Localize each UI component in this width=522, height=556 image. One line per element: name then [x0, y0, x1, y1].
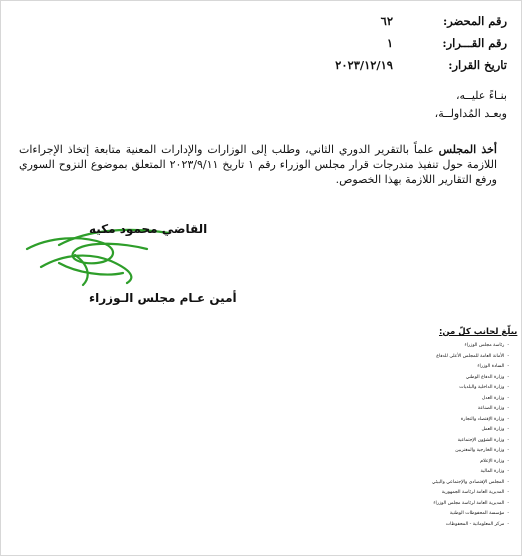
list-item: [377, 383, 509, 394]
list-dash: -: [507, 490, 509, 495]
intro-line-1: بنـاءً عليــه،: [455, 89, 507, 102]
list-item: [377, 457, 509, 468]
list-item-text: وزارة العمل: [481, 427, 505, 432]
list-dash: -: [507, 437, 509, 443]
list-dash: -: [507, 458, 509, 464]
list-item-text: المجلس الإقتصادي والإجتماعي والبيئي: [431, 479, 505, 485]
list-dash: -: [507, 427, 509, 432]
list-item-text: رئاسة مجلس الوزراء: [464, 343, 505, 348]
list-item-text: وزارة العدل: [481, 395, 505, 401]
list-dash: -: [507, 479, 509, 485]
list-item: [377, 352, 509, 363]
list-item: [377, 436, 509, 447]
list-item-text: المديرية العامة لرئاسة الجمهورية: [441, 490, 505, 495]
list-item-text: المديرية العامة لرئاسة مجلس الوزراء: [433, 500, 505, 506]
list-item: [377, 509, 509, 520]
minute-number-value: ٦٢: [380, 14, 393, 28]
decision-text: علماً بالتقرير الدوري الثاني، وطلب إلى الوزارات والإدارات المعنية متابعة إتخاذ الإجراءات اللازمة حول تنفيذ مندرجات قرار مجلس الوزراء رقم ١ تاريخ ٢٠٢٣/٩/١١ المتعلق بموضوع النزوح السوري ورفع التقارير اللازمة بهذا الخصوص.: [19, 143, 497, 186]
list-item: [377, 478, 509, 489]
minute-number-label: رقم المحضر:: [442, 14, 507, 28]
list-item: [377, 488, 509, 499]
list-dash: -: [507, 343, 509, 348]
list-dash: -: [507, 406, 509, 411]
list-item-text: وزارة الشؤون الإجتماعية: [457, 437, 505, 443]
list-item: [377, 520, 509, 531]
list-item: [377, 415, 509, 426]
list-item-text: وزارة الدفاع الوطني: [465, 374, 505, 380]
list-dash: -: [507, 448, 509, 453]
list-item: [377, 341, 509, 352]
decision-number-label: رقم القـــرار:: [442, 36, 507, 50]
minute-number-row: [257, 14, 507, 28]
decision-lead: أخذ المجلس: [438, 143, 497, 156]
list-item-text: مركز المعلوماتية - المحفوظات: [445, 521, 505, 527]
list-dash: -: [507, 416, 509, 422]
decision-number-value: ١: [386, 36, 393, 50]
cc-heading: يبلّغ لجانب كلّ من:: [439, 327, 518, 337]
list-item: [377, 404, 509, 415]
list-item-text: وزارة المالية: [480, 469, 505, 474]
list-item: [377, 499, 509, 510]
cc-list: [377, 341, 509, 530]
list-dash: -: [507, 500, 509, 506]
list-item-text: السادة الوزراء: [477, 364, 505, 369]
decision-date-label: تاريخ القرار:: [448, 58, 507, 72]
list-item: [377, 362, 509, 373]
list-dash: -: [507, 364, 509, 369]
decision-date-row: [257, 58, 507, 72]
list-item-text: مؤسسة المحفوظات الوطنية: [449, 511, 505, 516]
list-item-text: وزارة الخارجية والمغتربين: [455, 448, 505, 453]
list-dash: -: [507, 511, 509, 516]
intro-line-2: وبعـد المُداولــة،: [434, 107, 507, 120]
signatory-name: القاضي محمود مكيه: [89, 222, 208, 236]
list-item-text: وزارة الداخلية والبلديات: [459, 385, 505, 390]
list-item-text: وزارة الصناعة: [477, 406, 505, 411]
list-dash: -: [507, 374, 509, 380]
list-dash: -: [507, 395, 509, 401]
list-item-text: وزارة الإعلام: [480, 458, 505, 464]
list-dash: -: [507, 353, 509, 359]
list-item: [377, 373, 509, 384]
list-item-text: وزارة الإقتصاد والتجارة: [460, 416, 505, 422]
list-item-text: الأمانة العامة للمجلس الأعلى للدفاع: [436, 353, 505, 359]
decision-number-row: [257, 36, 507, 50]
decision-paragraph: [19, 142, 497, 187]
list-item: [377, 446, 509, 457]
list-item: [377, 394, 509, 405]
decision-date-value: ٢٠٢٣/١٢/١٩: [335, 58, 393, 72]
list-item: [377, 467, 509, 478]
list-dash: -: [507, 469, 509, 474]
list-item: [377, 425, 509, 436]
list-dash: -: [507, 521, 509, 527]
list-dash: -: [507, 385, 509, 390]
signatory-title: أمين عـام مجلس الـوزراء: [89, 291, 237, 305]
